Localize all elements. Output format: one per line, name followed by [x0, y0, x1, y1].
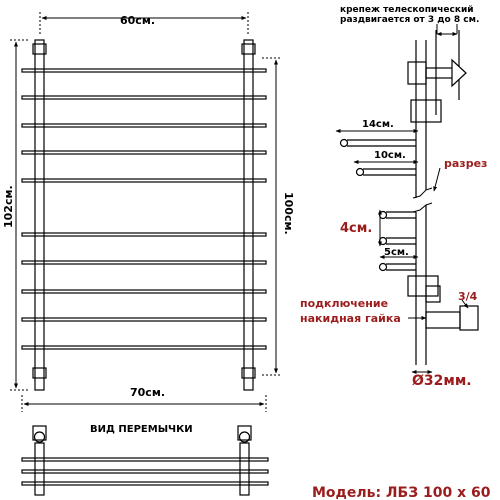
- dim-10cm: 10см.: [374, 150, 406, 161]
- left-upright: [35, 40, 44, 390]
- width-top-label: 60см.: [120, 14, 155, 27]
- thread-label: 3/4: [458, 290, 478, 303]
- height-left-label: 102см.: [2, 185, 15, 228]
- rungs: [22, 69, 266, 349]
- jumper-view: [22, 426, 268, 495]
- cut-label: разрез: [444, 157, 488, 170]
- top-bracket: [408, 62, 426, 84]
- union-nut: [426, 312, 460, 328]
- connection-label-line1: подключение: [300, 297, 389, 310]
- thread-fitting: [460, 306, 478, 330]
- diameter-label: Ø32мм.: [412, 373, 472, 389]
- height-right-label: 100см.: [282, 192, 295, 235]
- front-view: [22, 40, 266, 390]
- dim-5cm: 5см.: [384, 247, 409, 258]
- width-bottom-label: 70см.: [130, 386, 165, 399]
- right-upright: [244, 40, 253, 390]
- dim-4cm: 4см.: [340, 221, 373, 236]
- model-caption: Модель: ЛБЗ 100 x 60: [312, 485, 491, 500]
- jumper-view-label: ВИД ПЕРЕМЫЧКИ: [90, 424, 193, 435]
- mount-label-line2: раздвигается от 3 до 8 см.: [340, 15, 480, 25]
- dim-14cm: 14см.: [362, 119, 394, 130]
- mount-label-line1: крепеж телескопический: [340, 5, 474, 15]
- connection-label-line2: накидная гайка: [300, 312, 401, 325]
